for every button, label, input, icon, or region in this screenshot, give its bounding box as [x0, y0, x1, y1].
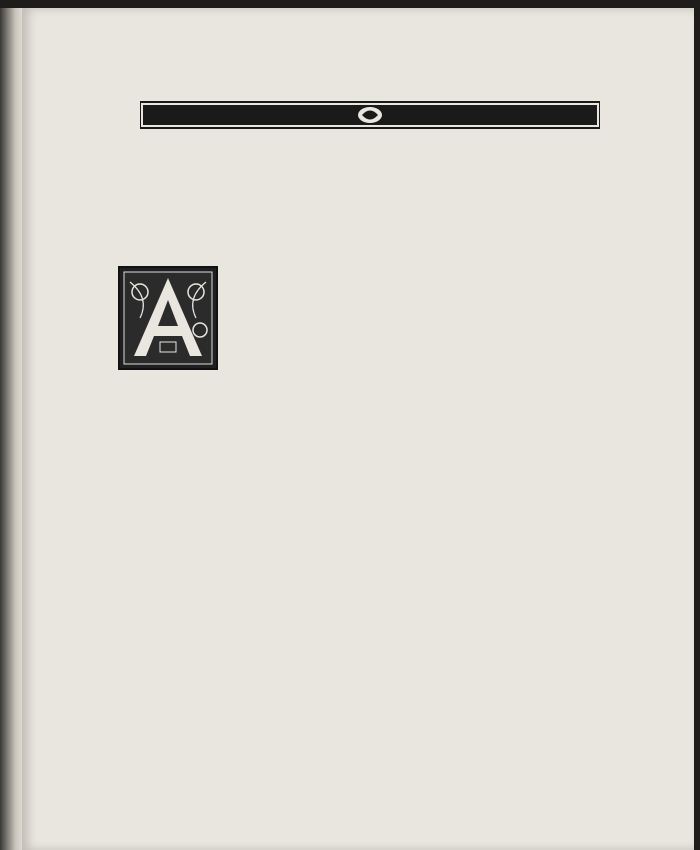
floral-headpiece-icon — [140, 100, 600, 130]
book-page — [22, 8, 694, 850]
decorated-initial-a-icon — [118, 266, 218, 370]
book-spine — [0, 8, 22, 850]
